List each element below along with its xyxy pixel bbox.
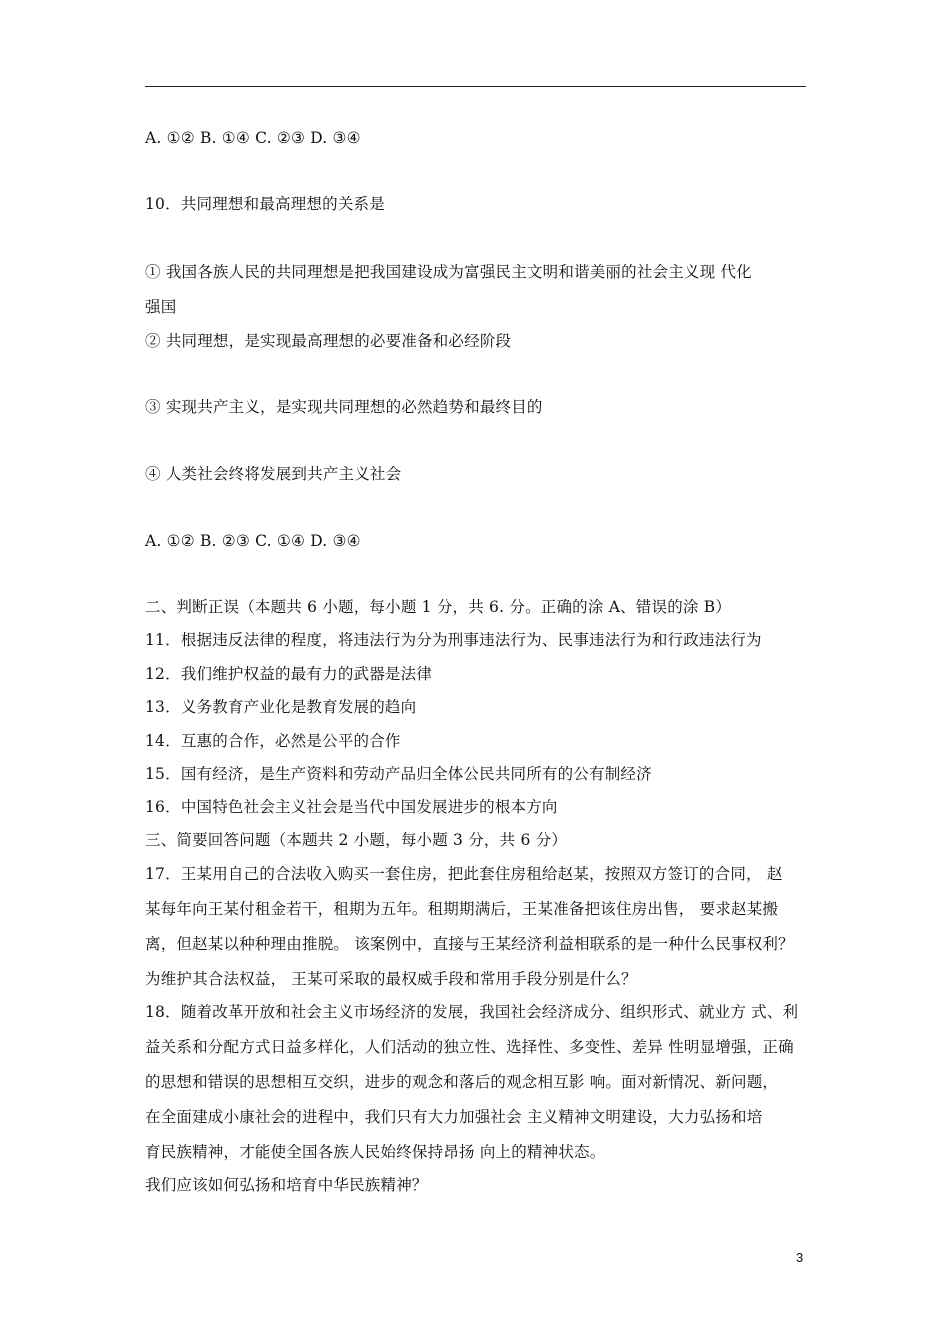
section-3-heading: 三、简要回答问题（本题共 2 小题，每小题 3 分，共 6 分） (145, 831, 568, 849)
question-17-line-4: 为维护其合法权益， 王某可采取的最权威手段和常用手段分别是什么？ (145, 970, 637, 988)
question-14: 14．互惠的合作，必然是公平的合作 (145, 732, 401, 750)
question-18-question: 我们应该如何弘扬和培育中华民族精神？ (145, 1176, 428, 1194)
section-2-heading: 二、判断正误（本题共 6 小题，每小题 1 分，共 6. 分。正确的涂 A、错误的涂 B） (145, 598, 732, 616)
q10-options: A. ①② B. ②③ C. ①④ D. ③④ (145, 532, 361, 550)
question-17-line-1: 17．王某用自己的合法收入购买一套住房，把此套住房租给赵某，按照双方签订的合同， 赵 (145, 865, 783, 883)
question-15: 15．国有经济，是生产资料和劳动产品归全体公民共同所有的公有制经济 (145, 765, 652, 783)
question-18-line-3: 的思想和错误的思想相互交织，进步的观念和落后的观念相互影 响。面对新情况、新问题， (145, 1073, 779, 1091)
question-18-line-2: 益关系和分配方式日益多样化，人们活动的独立性、选择性、多变性、差异 性明显增强，正确 (145, 1038, 794, 1056)
page-number: 3 (796, 1250, 804, 1265)
question-18-line-5: 育民族精神，才能使全国各族人民始终保持昂扬 向上的精神状态。 (145, 1143, 606, 1161)
q10-item-4: ④ 人类社会终将发展到共产主义社会 (145, 465, 402, 483)
question-13: 13．义务教育产业化是教育发展的趋向 (145, 698, 417, 716)
q10-item-3: ③ 实现共产主义，是实现共同理想的必然趋势和最终目的 (145, 398, 543, 416)
question-18-line-1: 18．随着改革开放和社会主义市场经济的发展，我国社会经济成分、组织形式、就业方 式、利 (145, 1003, 799, 1021)
question-17-line-2: 某每年向王某付租金若干，租期为五年。租期期满后，王某准备把该住房出售， 要求赵某搬 (145, 900, 779, 918)
q10-stem: 10．共同理想和最高理想的关系是 (145, 195, 385, 213)
q10-item-2: ② 共同理想，是实现最高理想的必要准备和必经阶段 (145, 332, 512, 350)
header-rule (145, 86, 806, 87)
question-11: 11．根据违反法律的程度，将违法行为分为刑事违法行为、民事违法行为和行政违法行为 (145, 631, 762, 649)
q10-item-1-continued: 强国 (145, 298, 177, 316)
question-16: 16．中国特色社会主义社会是当代中国发展进步的根本方向 (145, 798, 558, 816)
q10-item-1: ① 我国各族人民的共同理想是把我国建设成为富强民主文明和谐美丽的社会主义现 代化 (145, 263, 752, 281)
question-18-line-4: 在全面建成小康社会的进程中，我们只有大力加强社会 主义精神文明建设，大力弘扬和培 (145, 1108, 763, 1126)
question-12: 12．我们维护权益的最有力的武器是法律 (145, 665, 433, 683)
q9-options: A. ①② B. ①④ C. ②③ D. ③④ (145, 129, 361, 147)
question-17-line-3: 离，但赵某以种种理由推脱。 该案例中，直接与王某经济利益相联系的是一种什么民事权利？ (145, 935, 794, 953)
